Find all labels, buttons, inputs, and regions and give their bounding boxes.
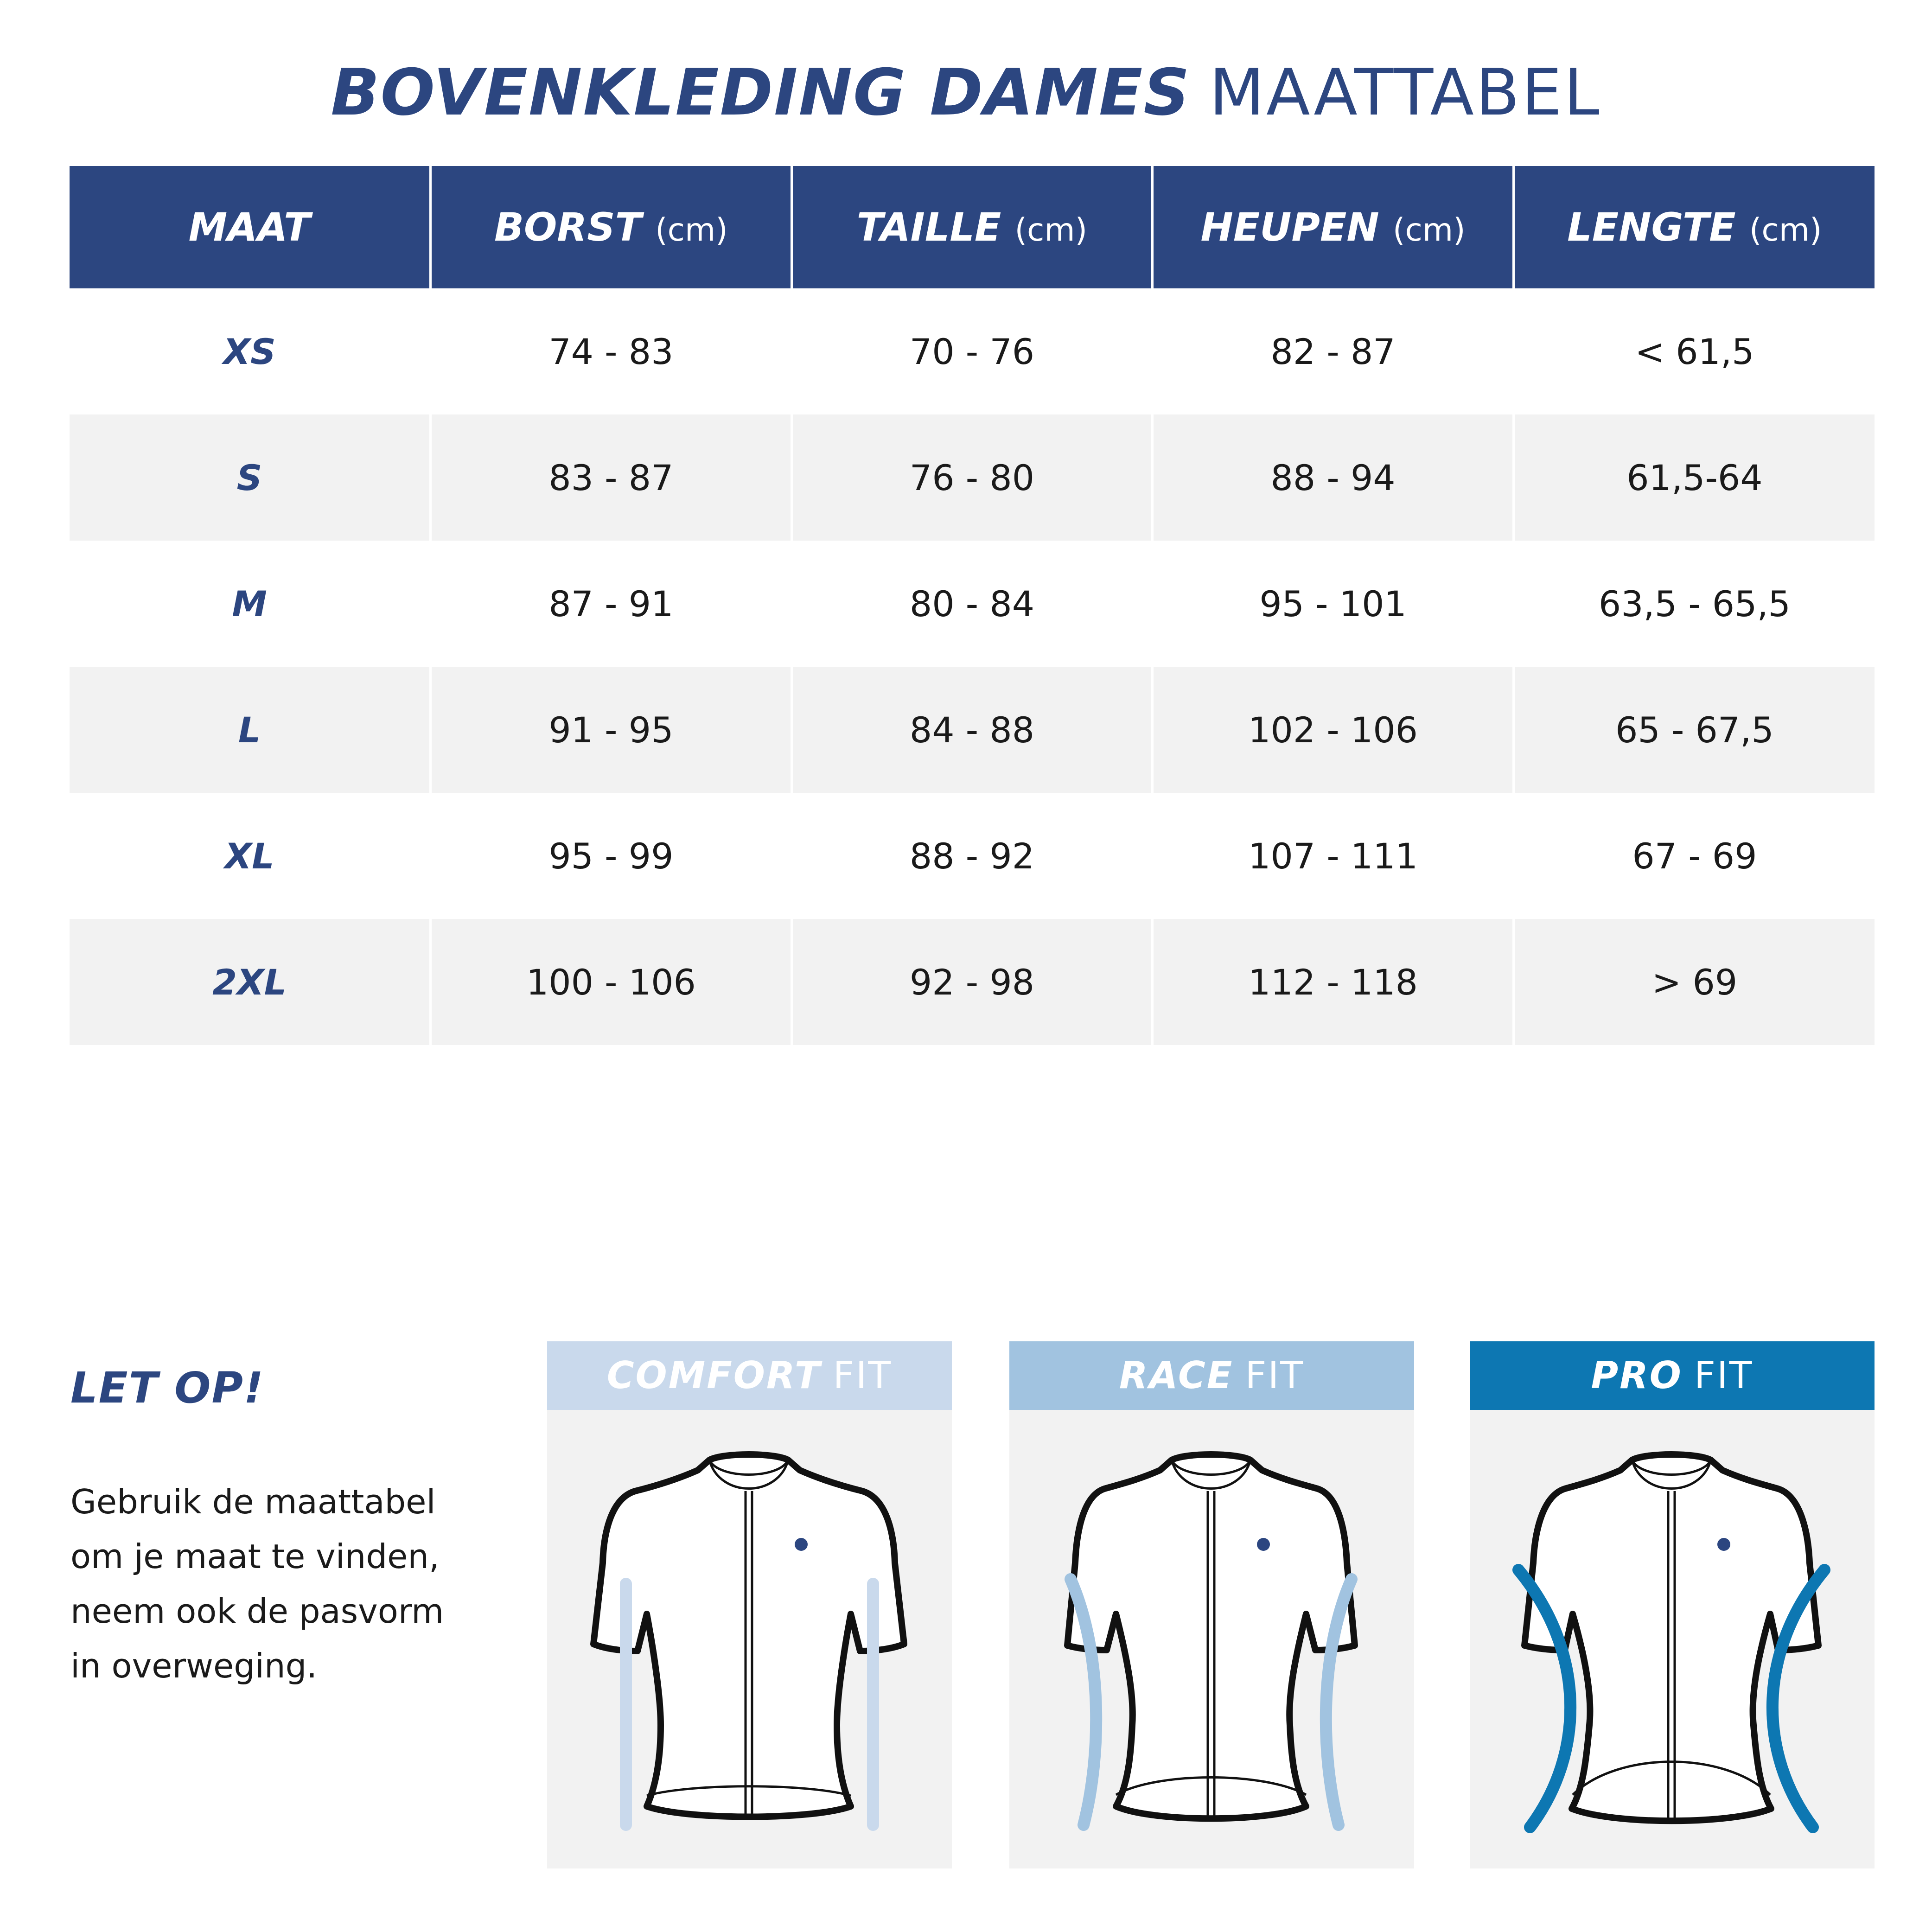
heupen-cell: 102 - 106 xyxy=(1153,667,1514,793)
heupen-cell: 88 - 94 xyxy=(1153,414,1514,541)
heupen-cell: 107 - 111 xyxy=(1153,793,1514,919)
header-maat: MAAT xyxy=(70,166,431,288)
race-fit-header: RACE FIT xyxy=(1009,1341,1414,1410)
taille-cell: 92 - 98 xyxy=(791,919,1153,1045)
lengte-cell: 61,5-64 xyxy=(1513,414,1875,541)
size-cell: XL xyxy=(70,793,431,919)
table-row xyxy=(70,793,1875,919)
taille-cell: 80 - 84 xyxy=(791,541,1153,667)
heupen-cell: 82 - 87 xyxy=(1153,288,1514,414)
borst-cell: 83 - 87 xyxy=(431,414,792,541)
borst-cell: 95 - 99 xyxy=(431,793,792,919)
borst-cell: 87 - 91 xyxy=(431,541,792,667)
size-cell: S xyxy=(70,414,431,541)
note-line: neem ook de pasvorm xyxy=(70,1592,444,1631)
header-borst: BORST (cm) xyxy=(431,166,792,288)
note-line: om je maat te vinden, xyxy=(70,1537,440,1576)
lengte-cell: > 69 xyxy=(1513,919,1875,1045)
comfort-fit-header: COMFORT FIT xyxy=(547,1341,952,1410)
heupen-cell: 95 - 101 xyxy=(1153,541,1514,667)
lengte-cell: 65 - 67,5 xyxy=(1513,667,1875,793)
borst-cell: 100 - 106 xyxy=(431,919,792,1045)
taille-cell: 88 - 92 xyxy=(791,793,1153,919)
lengte-cell: 63,5 - 65,5 xyxy=(1513,541,1875,667)
header-lengte: LENGTE (cm) xyxy=(1513,166,1875,288)
borst-cell: 74 - 83 xyxy=(431,288,792,414)
lengte-cell: 67 - 69 xyxy=(1513,793,1875,919)
header-taille: TAILLE (cm) xyxy=(791,166,1153,288)
note-title: LET OP! xyxy=(70,1363,264,1413)
race-fit-card xyxy=(1009,1341,1414,1868)
table-row xyxy=(70,667,1875,793)
pro-fit-card xyxy=(1470,1341,1875,1868)
table-header-row xyxy=(70,166,1875,288)
comfort-fit-jersey-icon xyxy=(547,1410,952,1868)
table-row xyxy=(70,919,1875,1045)
note-line: in overweging. xyxy=(70,1646,318,1685)
size-cell: 2XL xyxy=(70,919,431,1045)
size-cell: M xyxy=(70,541,431,667)
size-cell: L xyxy=(70,667,431,793)
lengte-cell: < 61,5 xyxy=(1513,288,1875,414)
note-line: Gebruik de maattabel xyxy=(70,1482,436,1521)
taille-cell: 70 - 76 xyxy=(791,288,1153,414)
note-text xyxy=(70,1474,534,1693)
size-cell: XS xyxy=(70,288,431,414)
header-heupen: HEUPEN (cm) xyxy=(1153,166,1514,288)
race-fit-jersey-icon xyxy=(1009,1410,1414,1868)
pro-fit-header: PRO FIT xyxy=(1470,1341,1875,1410)
page-title xyxy=(0,51,1932,134)
page-title-bold: BOVENKLEDING DAMES xyxy=(331,55,1191,130)
table-row xyxy=(70,288,1875,414)
table-row xyxy=(70,541,1875,667)
page-title-light: MAATTABEL xyxy=(1209,55,1601,130)
table-row xyxy=(70,414,1875,541)
taille-cell: 84 - 88 xyxy=(791,667,1153,793)
size-table xyxy=(70,166,1875,1045)
comfort-fit-card xyxy=(547,1341,952,1868)
heupen-cell: 112 - 118 xyxy=(1153,919,1514,1045)
borst-cell: 91 - 95 xyxy=(431,667,792,793)
pro-fit-jersey-icon xyxy=(1470,1410,1875,1868)
taille-cell: 76 - 80 xyxy=(791,414,1153,541)
